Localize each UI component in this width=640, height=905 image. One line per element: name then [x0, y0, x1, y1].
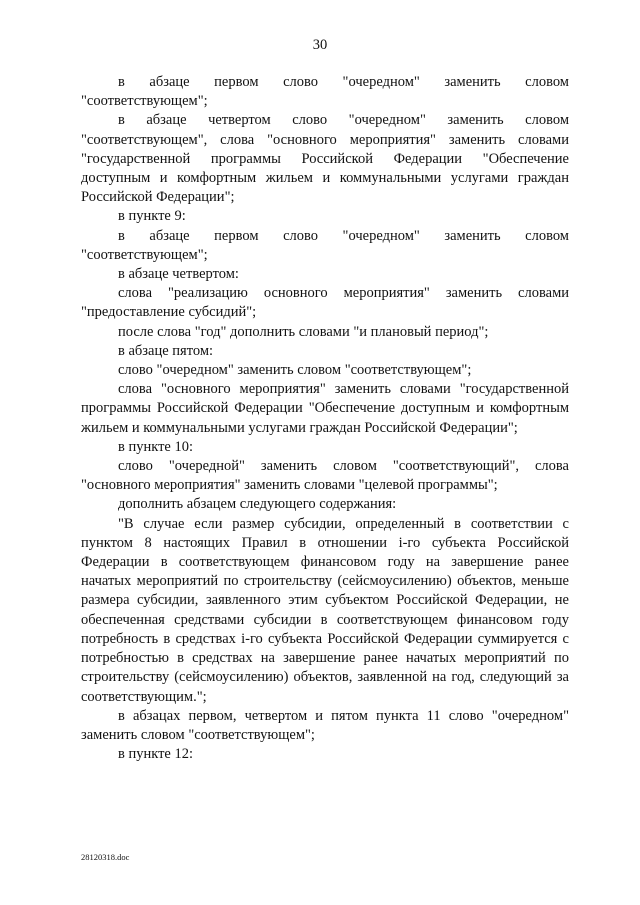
paragraph: в абзаце первом слово "очередном" заменить словом "соответствующем"; [81, 74, 569, 110]
paragraph: слова "основного мероприятия" заменить словами "государственной программы Российской Федерации "Обеспечение доступным и комфортным жильем и коммунальными услугами граждан Российской Федерации"; [81, 381, 569, 436]
paragraph: в пункте 9: [118, 208, 186, 225]
footer-filename: 28120318.doc [81, 852, 130, 862]
paragraph: в абзаце пятом: [118, 342, 214, 359]
paragraph: в пункте 10: [118, 438, 194, 455]
paragraph: в абзаце четвертом слово "очередном" заменить словом "соответствующем", слова "основного мероприятия" заменить словами "государственной программы Российской Федерации "Обеспечение доступным и комфортным жильем и коммунальными услугами граждан Российской Федерации"; [81, 112, 569, 206]
paragraph: слово "очередной" заменить словом "соответствующий", слова "основного мероприятия" заменить словами "целевой программы"; [81, 458, 569, 494]
paragraph: в абзаце четвертом: [118, 266, 239, 283]
paragraph: после слова "год" дополнить словами "и плановый период"; [118, 323, 489, 340]
paragraph: дополнить абзацем следующего содержания: [118, 496, 397, 513]
paragraph: в абзаце первом слово "очередном" заменить словом "соответствующем"; [81, 227, 569, 263]
paragraph: в абзацах первом, четвертом и пятом пункта 11 слово "очередном" заменить словом "соответствующем"; [81, 707, 569, 743]
paragraph: слово "очередном" заменить словом "соответствующем"; [118, 362, 472, 379]
paragraph: в пункте 12: [118, 746, 194, 763]
quoted-paragraph: "В случае если размер субсидии, определенный в соответствии с пунктом 8 настоящих Правил в отношении i-го субъекта Российской Федерации в соответствующем финансовом году на завершение ранее начатых мероприятий по строительству (сейсмоусилению) объектов, меньше размера субсидии, заявленного этим субъектом Российской Федерации, не обеспеченная средствами субсидии в соответствующем финансовом году потребность в средствах i-го субъекта Российской Федерации суммируется с потребностью в средствах на завершение ранее начатых мероприятий по строительству (сейсмоусилению) объектов, заявленной на год, следующий за соответствующим."; [81, 515, 569, 705]
page-number: 30 [312, 37, 328, 53]
document-body [81, 73, 569, 764]
paragraph: слова "реализацию основного мероприятия" заменить словами "предоставление субсидий"; [81, 285, 569, 321]
